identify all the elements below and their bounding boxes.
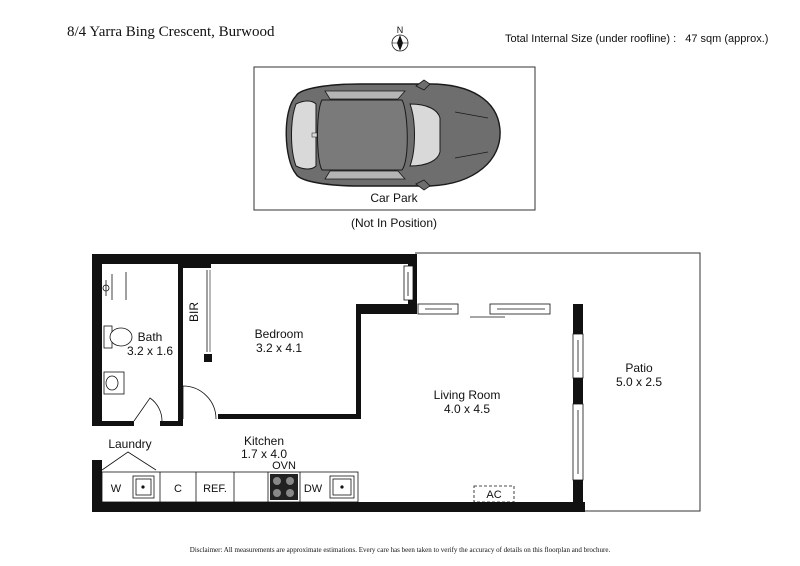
bath-name: Bath	[137, 330, 163, 344]
total-size-caption: Total Internal Size (under roofline) :	[505, 33, 677, 45]
total-size-value: 47 sqm (approx.)	[685, 33, 769, 45]
property-address: 8/4 Yarra Bing Crescent, Burwood	[67, 24, 275, 40]
carpark-label: Car Park	[370, 191, 418, 205]
basin-icon	[104, 372, 124, 394]
windows	[404, 266, 583, 480]
bir-name: BIR	[187, 301, 201, 323]
bath-door	[134, 398, 162, 421]
laundry-sink-icon	[133, 476, 154, 498]
laundry-name: Laundry	[108, 437, 152, 451]
car-icon	[286, 80, 500, 190]
shower-icon	[103, 272, 126, 300]
laundry-door	[102, 452, 156, 470]
washer-label: W	[110, 483, 122, 495]
total-size-label	[505, 33, 768, 45]
living-name: Living Room	[433, 388, 501, 402]
north-letter: N	[396, 25, 404, 35]
bedroom-door	[183, 386, 216, 419]
patio-name: Patio	[625, 361, 653, 375]
kitchen-dims: 1.7 x 4.0	[240, 447, 288, 461]
north-compass-icon	[392, 25, 408, 51]
bedroom-dims: 3.2 x 4.1	[255, 341, 303, 355]
patio-dims: 5.0 x 2.5	[615, 375, 663, 389]
kitchen-name: Kitchen	[243, 434, 285, 448]
kitchen-sink-icon	[330, 476, 354, 498]
bedroom-name: Bedroom	[254, 327, 304, 341]
bath-dims: 3.2 x 1.6	[126, 344, 174, 358]
fridge-label: REF.	[203, 483, 227, 495]
cooktop-icon	[270, 474, 298, 500]
living-dims: 4.0 x 4.5	[443, 402, 491, 416]
cupboard-label: C	[174, 483, 182, 495]
aircon-label: AC	[486, 489, 502, 501]
exterior-walls	[92, 254, 585, 512]
dishwasher-label: DW	[303, 483, 323, 495]
disclaimer: Disclaimer: All measurements are approximate estimations. Every care has been taken to verify the accuracy of details on this floorplan and brochure.	[189, 546, 611, 554]
carpark-note: (Not In Position)	[350, 216, 438, 230]
oven-label: OVN	[272, 460, 296, 472]
